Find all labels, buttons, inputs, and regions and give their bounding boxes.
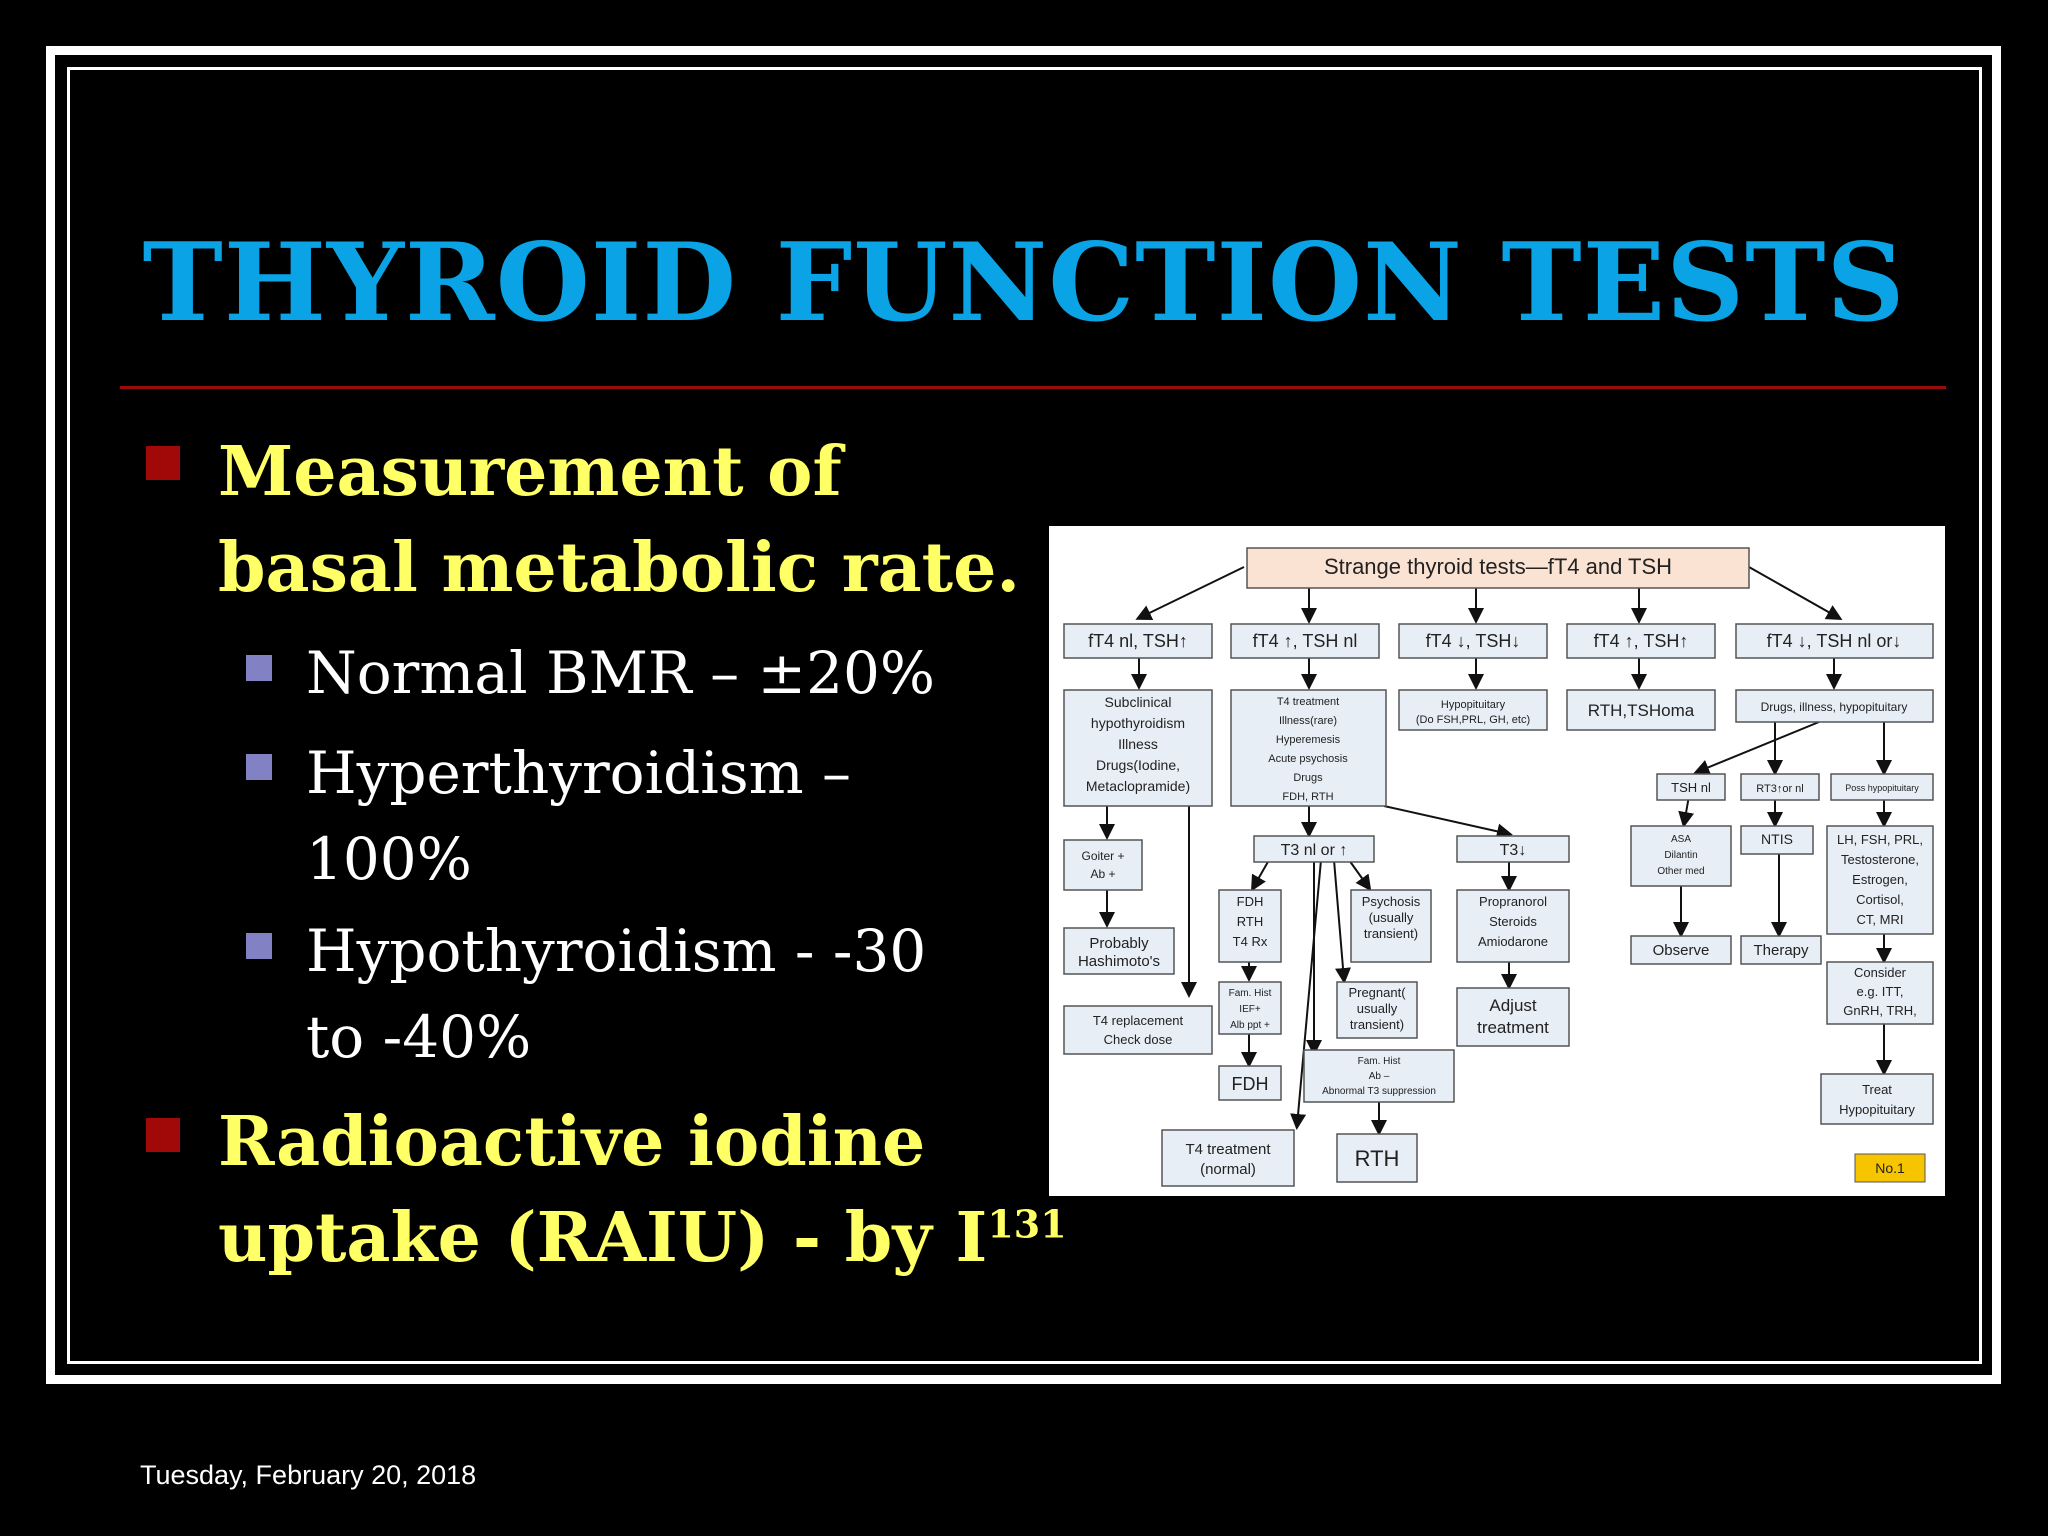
t4replacement-line1: T4 replacement xyxy=(1092,1013,1184,1028)
t4treatment-line1: T4 treatment xyxy=(1276,696,1340,708)
sub-bullet-square-icon xyxy=(246,754,272,780)
famhist-ief-line2: IEF+ xyxy=(1239,1004,1261,1015)
lh-fsh-line3: Estrogen, xyxy=(1852,872,1908,887)
sub-bullet-hypothyroidism xyxy=(306,908,926,1080)
subclinical-line4: Drugs(Iodine, xyxy=(1095,757,1181,773)
treat-hypo-line2: Hypopituitary xyxy=(1839,1102,1915,1117)
slide-date: Tuesday, February 20, 2018 xyxy=(140,1460,477,1490)
lh-fsh-line4: Cortisol, xyxy=(1856,892,1904,907)
consider-line3: GnRH, TRH, xyxy=(1843,1003,1917,1018)
adjust-line1: Adjust xyxy=(1489,996,1537,1015)
t3-down: T3↓ xyxy=(1499,842,1527,859)
badge-no1: No.1 xyxy=(1875,1160,1905,1176)
bullet-raiu xyxy=(218,1094,1067,1286)
asa-line3: Other med xyxy=(1657,866,1705,877)
flowchart-header: Strange thyroid tests—fT4 and TSH xyxy=(1323,554,1673,579)
sub-bullet-square-icon xyxy=(246,933,272,959)
t4treatment-normal-line2: (normal) xyxy=(1200,1161,1256,1178)
t4replacement-line2: Check dose xyxy=(1103,1032,1173,1047)
t4treatment-line2: Illness(rare) xyxy=(1278,715,1338,727)
propranolol-line3: Amiodarone xyxy=(1477,934,1549,949)
t4treatment-line3: Hyperemesis xyxy=(1275,734,1341,746)
consider-line1: Consider xyxy=(1853,965,1907,980)
adjust-line2: treatment xyxy=(1477,1018,1549,1037)
fdh-rth-t4rx-line3: T4 Rx xyxy=(1232,934,1268,949)
t4treatment-line6: FDH, RTH xyxy=(1282,791,1334,803)
lh-fsh-line1: LH, FSH, PRL, xyxy=(1837,832,1923,847)
subclinical-line5: Metaclopramide) xyxy=(1085,778,1191,794)
bullet-raiu-superscript: 131 xyxy=(987,1201,1067,1247)
rth: RTH xyxy=(1354,1146,1400,1171)
observe: Observe xyxy=(1652,942,1710,959)
fdh: FDH xyxy=(1231,1074,1269,1094)
t4treatment-normal-line1: T4 treatment xyxy=(1185,1141,1271,1158)
consider-line2: e.g. ITT, xyxy=(1856,984,1904,999)
pregnant-line3: transient) xyxy=(1349,1017,1405,1032)
flowchart-svg xyxy=(1049,526,1945,1196)
hypopituitary-line1: Hypopituitary xyxy=(1440,699,1506,711)
sub-bullet-hyper-line1: Hyperthyroidism – xyxy=(306,739,852,807)
t4treatment-line4: Acute psychosis xyxy=(1268,753,1348,765)
bullet-raiu-line2 xyxy=(218,1190,1067,1286)
bullet-bmr xyxy=(218,424,1020,616)
subclinical-line2: hypothyroidism xyxy=(1090,715,1186,731)
psychosis-line3: transient) xyxy=(1363,926,1419,941)
drugs-illness-hypopituitary: Drugs, illness, hypopituitary xyxy=(1760,700,1908,714)
propranolol-line2: Steroids xyxy=(1489,914,1537,929)
therapy: Therapy xyxy=(1753,942,1809,959)
category-3: fT4 ↓, TSH↓ xyxy=(1425,631,1521,651)
rt3-up-or-nl: RT3↑or nl xyxy=(1756,783,1804,795)
pregnant-line1: Pregnant( xyxy=(1348,985,1406,1000)
bullet-bmr-line1: Measurement of xyxy=(218,432,842,512)
bullet-bmr-line2: basal metabolic rate. xyxy=(218,528,1021,608)
fdh-rth-t4rx-line1: FDH xyxy=(1236,894,1264,909)
category-4: fT4 ↑, TSH↑ xyxy=(1593,631,1689,651)
fdh-rth-t4rx-line2: RTH xyxy=(1236,914,1264,929)
asa-line1: ASA xyxy=(1670,834,1692,845)
tsh-nl: TSH nl xyxy=(1671,780,1711,795)
lh-fsh-line2: Testosterone, xyxy=(1840,852,1920,867)
probably-line2: Hashimoto's xyxy=(1077,953,1161,970)
probably-line1: Probably xyxy=(1089,935,1149,952)
goiter-line2: Ab + xyxy=(1090,867,1116,881)
bullet-square-icon xyxy=(146,1118,180,1152)
sub-bullet-square-icon xyxy=(246,655,272,681)
sub-bullet-hyperthyroidism xyxy=(306,730,851,902)
famhist-ab-line3: Abnormal T3 suppression xyxy=(1322,1086,1436,1097)
bullet-raiu-line2-text: uptake (RAIU) - by I xyxy=(218,1198,988,1278)
sub-bullet-normal-bmr: Normal BMR – ±20% xyxy=(306,639,936,707)
subclinical-line3: Illness xyxy=(1118,736,1158,752)
famhist-ief-line1: Fam. Hist xyxy=(1228,988,1272,999)
sub-bullet-hyper-line2: 100% xyxy=(306,825,472,893)
psychosis-line2: (usually xyxy=(1368,910,1414,925)
category-2: fT4 ↑, TSH nl xyxy=(1252,631,1358,651)
propranolol-line1: Propranorol xyxy=(1479,894,1547,909)
goiter-line1: Goiter + xyxy=(1081,849,1125,863)
t3-nl-or-up: T3 nl or ↑ xyxy=(1280,842,1348,859)
category-1: fT4 nl, TSH↑ xyxy=(1088,631,1188,651)
famhist-ab-line2: Ab – xyxy=(1368,1071,1390,1082)
sub-bullet-hypo-line2: to -40% xyxy=(306,1003,532,1071)
psychosis-line1: Psychosis xyxy=(1361,894,1421,909)
rth-tshoma: RTH,TSHoma xyxy=(1587,701,1695,720)
title-divider xyxy=(120,386,1946,389)
bullet-raiu-line1: Radioactive iodine xyxy=(218,1102,926,1182)
treat-hypo-line1: Treat xyxy=(1862,1082,1892,1097)
poss-hypopituitary: Poss hypopituitary xyxy=(1845,783,1919,793)
sub-bullet-hypo-line1: Hypothyroidism - -30 xyxy=(306,917,927,985)
t4treatment-line5: Drugs xyxy=(1293,772,1323,784)
thyroid-flowchart-figure xyxy=(1049,526,1945,1196)
famhist-ab-line1: Fam. Hist xyxy=(1357,1056,1401,1067)
slide-title: THYROID FUNCTION TESTS xyxy=(142,220,1906,346)
hypopituitary-line2: (Do FSH,PRL, GH, etc) xyxy=(1415,714,1531,726)
asa-line2: Dilantin xyxy=(1664,850,1698,861)
pregnant-line2: usually xyxy=(1356,1001,1398,1016)
bullet-square-icon xyxy=(146,446,180,480)
category-5: fT4 ↓, TSH nl or↓ xyxy=(1766,631,1902,651)
lh-fsh-line5: CT, MRI xyxy=(1856,912,1904,927)
ntis: NTIS xyxy=(1761,831,1793,847)
subclinical-line1: Subclinical xyxy=(1104,694,1172,710)
famhist-ief-line3: Alb ppt + xyxy=(1230,1020,1270,1031)
